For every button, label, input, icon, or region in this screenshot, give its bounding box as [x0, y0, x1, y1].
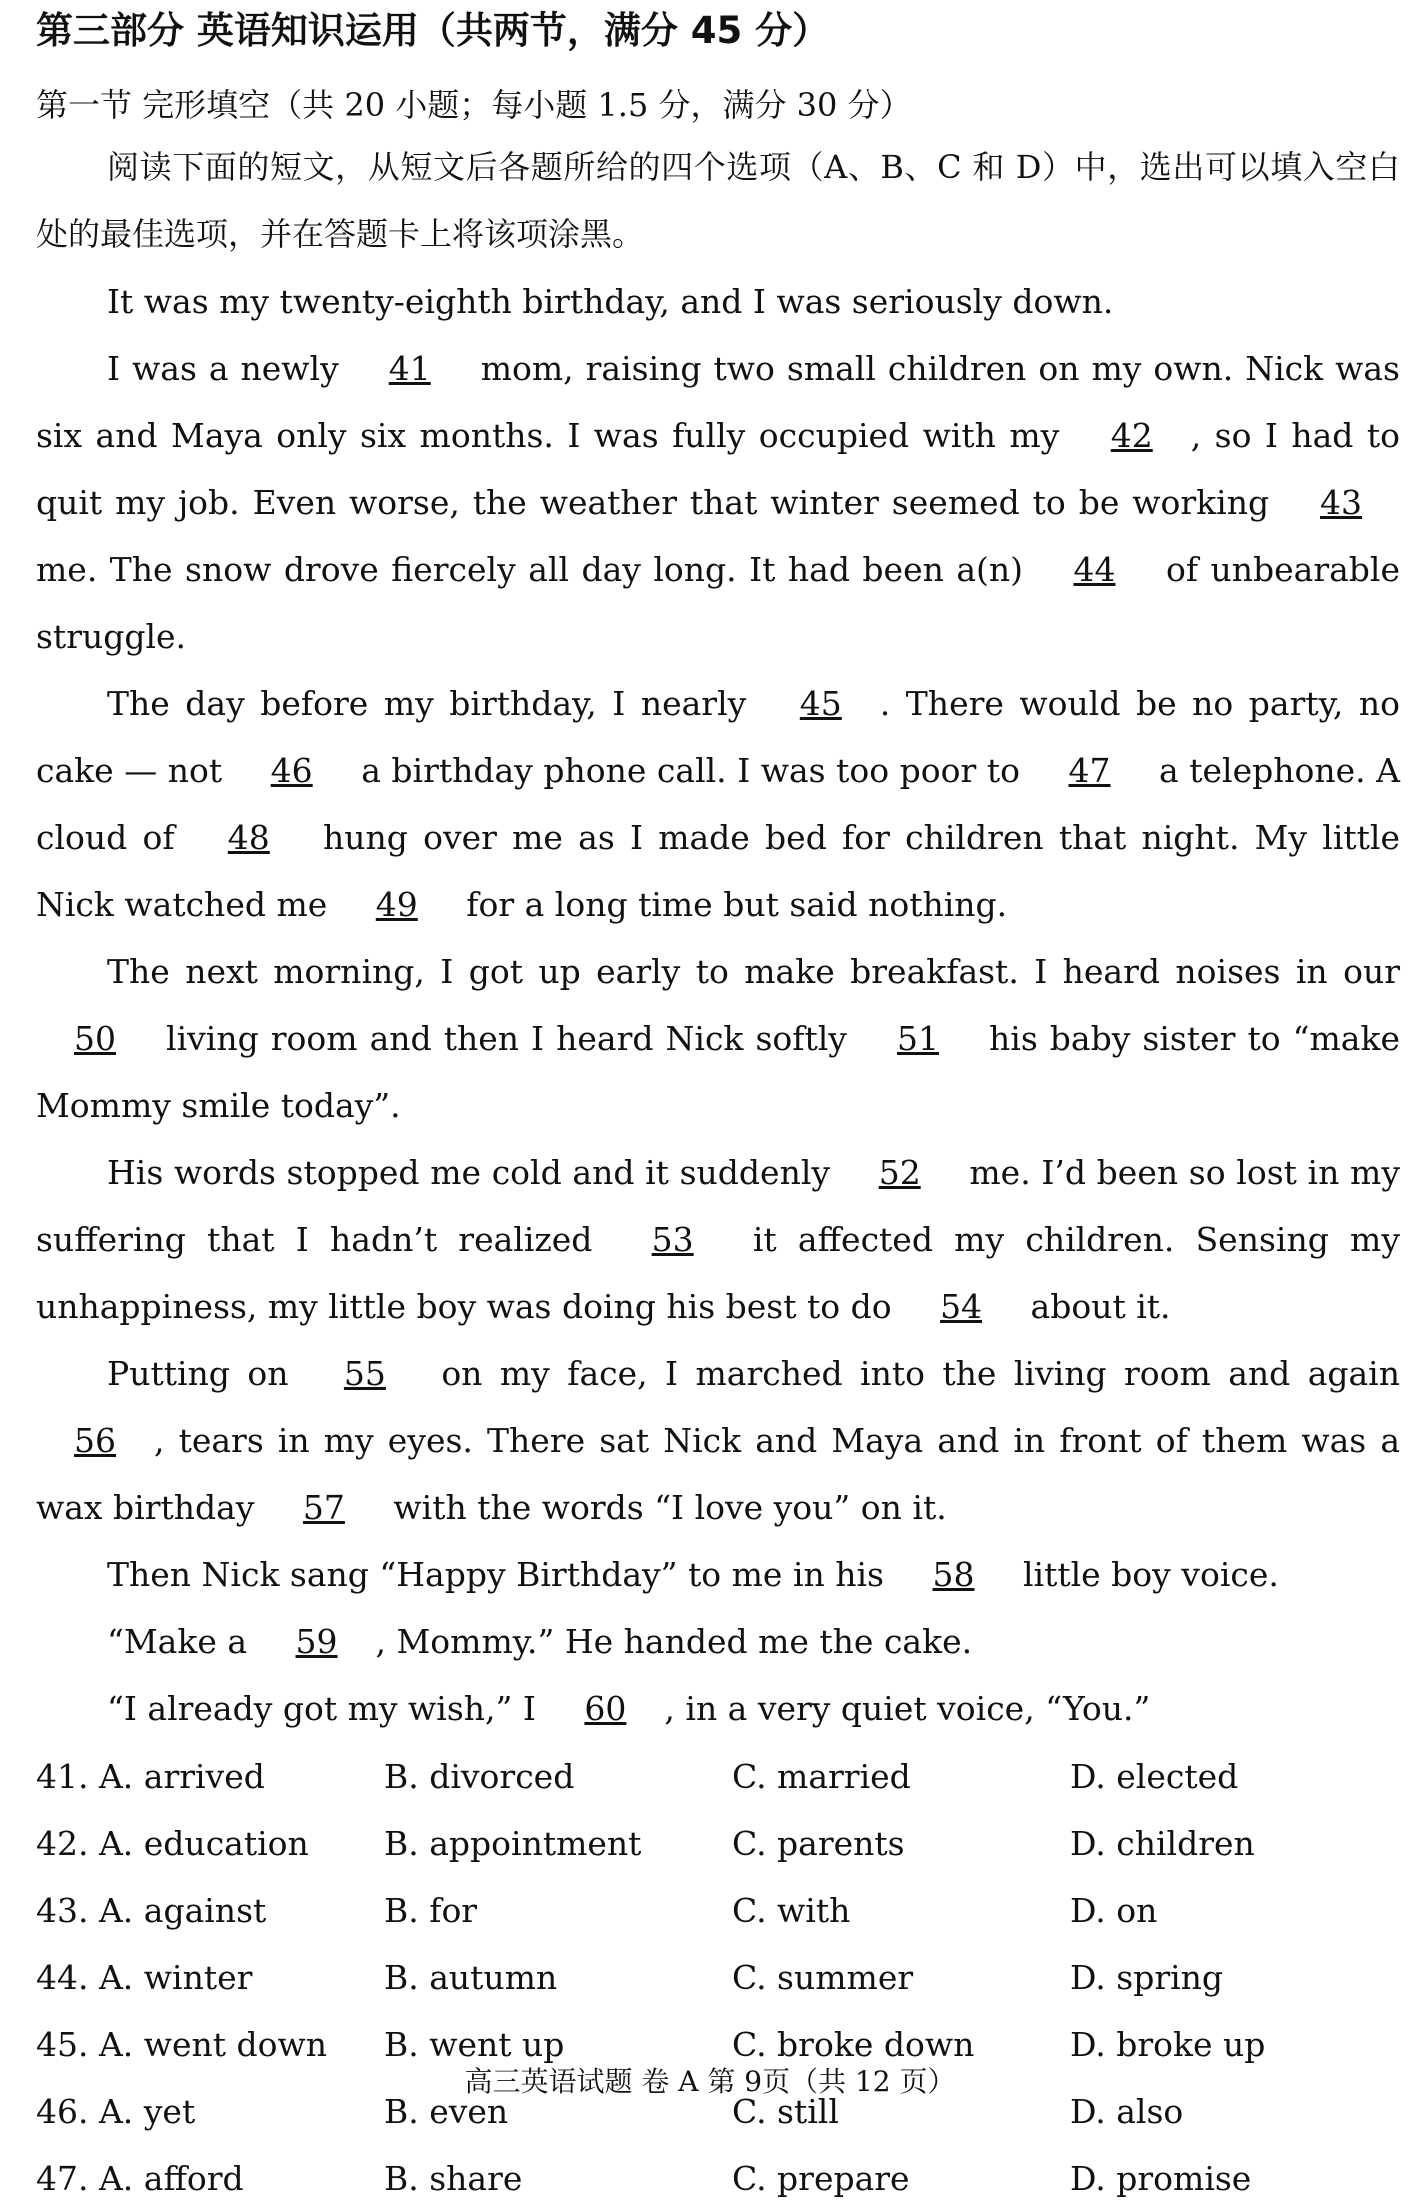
- option-d: D. broke up: [1070, 2025, 1266, 2064]
- option-c: C. broke down: [732, 2025, 975, 2064]
- option-c: C. married: [732, 1757, 911, 1796]
- question-44-options: [36, 1944, 1400, 2011]
- passage-text: “Make a: [107, 1622, 258, 1661]
- passage-paragraph-2: [36, 335, 1400, 670]
- passage-text: about it.: [1020, 1287, 1171, 1326]
- passage-text: , Mommy.” He handed me the cake.: [375, 1622, 973, 1661]
- option-b: B. divorced: [384, 1757, 575, 1796]
- blank-45: 45: [799, 684, 842, 723]
- blank-55: 55: [343, 1354, 386, 1393]
- blank-59: 59: [295, 1622, 338, 1661]
- passage-text: “I already got my wish,” I: [107, 1689, 547, 1728]
- passage-text: a telephone. A cloud of: [36, 751, 1400, 857]
- option-c: C. prepare: [732, 2159, 910, 2198]
- option-a: 44. A. winter: [36, 1958, 253, 1997]
- option-d: D. on: [1070, 1891, 1158, 1930]
- option-c: C. summer: [732, 1958, 914, 1997]
- passage-text: Then Nick sang “Happy Birthday” to me in his: [107, 1555, 895, 1594]
- blank-57: 57: [302, 1488, 345, 1527]
- passage-text: . There would be no party, no cake — not: [36, 684, 1400, 790]
- passage-text: of unbearable struggle.: [36, 550, 1400, 656]
- passage-paragraph-1: [36, 268, 1400, 335]
- blank-44: 44: [1073, 550, 1116, 589]
- blank-43: 43: [1320, 483, 1362, 522]
- passage-text: little boy voice.: [1012, 1555, 1279, 1594]
- passage-text: living room and then I heard Nick softly: [154, 1019, 859, 1058]
- page-footer: 高三英语试题 卷 A 第 9页（共 12 页）: [464, 2065, 956, 2098]
- passage-text: me. I’d been so lost in my suffering that I hadn’t realized: [36, 1153, 1400, 1259]
- passage-paragraph-4: [36, 938, 1400, 1139]
- section-title: 第一节 完形填空（共 20 小题；每小题 1.5 分，满分 30 分）: [36, 86, 912, 124]
- blank-49: 49: [375, 885, 418, 924]
- option-a: 47. A. afford: [36, 2159, 244, 2198]
- passage-text: It was my twenty-eighth birthday, and I was seriously down.: [107, 282, 1114, 321]
- option-c: C. parents: [732, 1824, 905, 1863]
- blank-48: 48: [227, 818, 270, 857]
- passage-text: on my face, I marched into the living room and again: [423, 1354, 1400, 1393]
- blank-41: 41: [388, 349, 431, 388]
- blank-50: 50: [74, 1019, 116, 1058]
- passage-text: with the words “I love you” on it.: [382, 1488, 947, 1527]
- option-c: C. still: [732, 2092, 839, 2131]
- passage-text: hung over me as I made bed for children that night. My little Nick watched me: [36, 818, 1401, 924]
- passage-text: , tears in my eyes. There sat Nick and Maya and in front of them was a wax birthday: [36, 1421, 1400, 1527]
- blank-54: 54: [940, 1287, 983, 1326]
- option-c: C. with: [732, 1891, 851, 1930]
- passage-text: His words stopped me cold and it suddenly: [107, 1153, 841, 1192]
- passage-text: for a long time but said nothing.: [455, 885, 1008, 924]
- passage-text: mom, raising two small children on my own. Nick was six and Maya only six months. I was fully occupied with my: [36, 349, 1400, 455]
- passage-text: I was a newly: [107, 349, 351, 388]
- option-b: B. appointment: [384, 1824, 642, 1863]
- option-d: D. elected: [1070, 1757, 1239, 1796]
- blank-42: 42: [1110, 416, 1153, 455]
- blank-58: 58: [932, 1555, 975, 1594]
- passage-text: The next morning, I got up early to make breakfast. I heard noises in our: [107, 952, 1400, 991]
- option-b: B. went up: [384, 2025, 565, 2064]
- option-b: B. even: [384, 2092, 509, 2131]
- passage-paragraph-9: [36, 1675, 1400, 1742]
- option-b: B. autumn: [384, 1958, 558, 1997]
- part-title: 第三部分 英语知识运用（共两节，满分 45 分）: [36, 9, 830, 52]
- passage-text: , in a very quiet voice, “You.”: [664, 1689, 1151, 1728]
- option-a: 42. A. education: [36, 1824, 309, 1863]
- question-43-options: [36, 1877, 1400, 1944]
- blank-56: 56: [74, 1421, 116, 1460]
- option-b: B. for: [384, 1891, 478, 1930]
- blank-51: 51: [896, 1019, 939, 1058]
- blank-53: 53: [651, 1220, 694, 1259]
- passage-text: Putting on: [107, 1354, 306, 1393]
- question-41-options: [36, 1743, 1400, 1810]
- option-a: 46. A. yet: [36, 2092, 196, 2131]
- option-a: 45. A. went down: [36, 2025, 328, 2064]
- passage-paragraph-6: [36, 1340, 1400, 1541]
- blank-60: 60: [584, 1689, 627, 1728]
- options-list: [36, 1743, 1400, 2212]
- blank-52: 52: [878, 1153, 921, 1192]
- passage-text: a birthday phone call. I was too poor to: [350, 751, 1031, 790]
- blank-47: 47: [1068, 751, 1111, 790]
- passage-paragraph-5: [36, 1139, 1400, 1340]
- option-d: D. also: [1070, 2092, 1184, 2131]
- passage-paragraph-8: [36, 1608, 1400, 1675]
- instructions: 阅读下面的短文，从短文后各题所给的四个选项（A、B、C 和 D）中，选出可以填入空白处的最佳选项，并在答题卡上将该项涂黑。: [36, 148, 1400, 253]
- passage-text: me. The snow drove fiercely all day long. It had been a(n): [36, 550, 1036, 589]
- passage-text: , so I had to quit my job. Even worse, the weather that winter seemed to be working: [36, 416, 1400, 522]
- option-b: B. share: [384, 2159, 523, 2198]
- blank-46: 46: [270, 751, 313, 790]
- option-a: 41. A. arrived: [36, 1757, 265, 1796]
- question-42-options: [36, 1810, 1400, 1877]
- option-a: 43. A. against: [36, 1891, 267, 1930]
- passage: [36, 268, 1400, 1742]
- option-d: D. promise: [1070, 2159, 1252, 2198]
- option-d: D. spring: [1070, 1958, 1224, 1997]
- question-47-options: [36, 2145, 1400, 2212]
- passage-paragraph-7: [36, 1541, 1400, 1608]
- passage-text: it affected my children. Sensing my unhappiness, my little boy was doing his best to do: [36, 1220, 1400, 1326]
- passage-paragraph-3: [36, 670, 1400, 938]
- passage-text: his baby sister to “make Mommy smile today”.: [36, 1019, 1400, 1125]
- option-d: D. children: [1070, 1824, 1255, 1863]
- passage-text: The day before my birthday, I nearly: [107, 684, 762, 723]
